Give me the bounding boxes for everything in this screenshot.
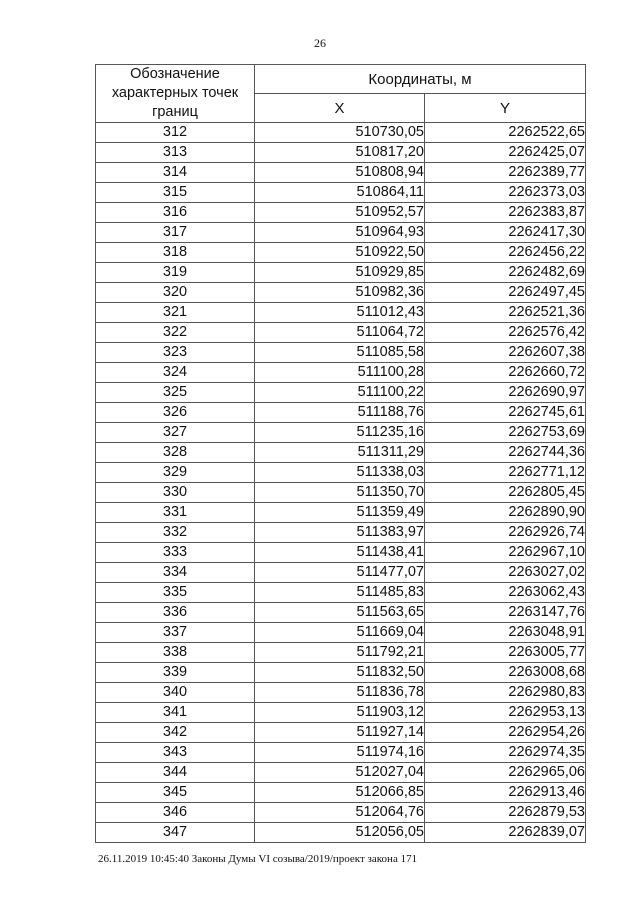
table-row [96, 383, 586, 403]
x-coordinate: 511064,72 [255, 323, 425, 343]
x-coordinate: 511903,12 [255, 703, 425, 723]
page-number: 26 [314, 36, 326, 50]
x-coordinate: 510952,57 [255, 203, 425, 223]
x-coordinate: 510922,50 [255, 243, 425, 263]
y-coordinate: 2262953,13 [425, 703, 586, 723]
table-header [96, 65, 586, 123]
x-coordinate: 512056,05 [255, 823, 425, 843]
y-coordinate: 2262417,30 [425, 223, 586, 243]
coordinates-table [95, 64, 586, 843]
table-row [96, 443, 586, 463]
y-coordinate: 2262482,69 [425, 263, 586, 283]
table-row [96, 663, 586, 683]
table-row [96, 223, 586, 243]
table-row [96, 143, 586, 163]
y-coordinate: 2262974,35 [425, 743, 586, 763]
point-number: 337 [96, 623, 255, 643]
point-number: 325 [96, 383, 255, 403]
table-row [96, 483, 586, 503]
x-coordinate: 511563,65 [255, 603, 425, 623]
table-row [96, 703, 586, 723]
point-number: 313 [96, 143, 255, 163]
header-y: Y [425, 94, 586, 123]
y-coordinate: 2262965,06 [425, 763, 586, 783]
point-number: 334 [96, 563, 255, 583]
point-number: 330 [96, 483, 255, 503]
x-coordinate: 510864,11 [255, 183, 425, 203]
table-row [96, 423, 586, 443]
point-number: 329 [96, 463, 255, 483]
point-number: 339 [96, 663, 255, 683]
x-coordinate: 511012,43 [255, 303, 425, 323]
point-number: 312 [96, 123, 255, 143]
point-number: 340 [96, 683, 255, 703]
point-number: 335 [96, 583, 255, 603]
table-row [96, 823, 586, 843]
y-coordinate: 2262373,03 [425, 183, 586, 203]
x-coordinate: 511383,97 [255, 523, 425, 543]
footer-timestamp: 26.11.2019 10:45:40 Законы Думы VI созыва/2019/проект закона 171 [98, 853, 418, 865]
table-row [96, 763, 586, 783]
table-row [96, 803, 586, 823]
point-number: 343 [96, 743, 255, 763]
point-number: 336 [96, 603, 255, 623]
table-row [96, 543, 586, 563]
x-coordinate: 511438,41 [255, 543, 425, 563]
table-row [96, 723, 586, 743]
x-coordinate: 510730,05 [255, 123, 425, 143]
x-coordinate: 510982,36 [255, 283, 425, 303]
y-coordinate: 2262753,69 [425, 423, 586, 443]
y-coordinate: 2262690,97 [425, 383, 586, 403]
x-coordinate: 510817,20 [255, 143, 425, 163]
point-number: 326 [96, 403, 255, 423]
x-coordinate: 512064,76 [255, 803, 425, 823]
table-row [96, 183, 586, 203]
x-coordinate: 511350,70 [255, 483, 425, 503]
y-coordinate: 2262607,38 [425, 343, 586, 363]
table-row [96, 783, 586, 803]
table-row [96, 503, 586, 523]
x-coordinate: 511100,22 [255, 383, 425, 403]
point-number: 341 [96, 703, 255, 723]
point-number: 314 [96, 163, 255, 183]
point-number: 319 [96, 263, 255, 283]
y-coordinate: 2263027,02 [425, 563, 586, 583]
y-coordinate: 2262771,12 [425, 463, 586, 483]
point-number: 327 [96, 423, 255, 443]
point-number: 347 [96, 823, 255, 843]
point-number: 323 [96, 343, 255, 363]
y-coordinate: 2263048,91 [425, 623, 586, 643]
y-coordinate: 2262383,87 [425, 203, 586, 223]
y-coordinate: 2262805,45 [425, 483, 586, 503]
y-coordinate: 2262456,22 [425, 243, 586, 263]
table-row [96, 403, 586, 423]
point-number: 317 [96, 223, 255, 243]
point-number: 342 [96, 723, 255, 743]
header-coordinates: Координаты, м [255, 65, 586, 94]
point-number: 322 [96, 323, 255, 343]
point-number: 316 [96, 203, 255, 223]
table-row [96, 643, 586, 663]
table-row [96, 203, 586, 223]
y-coordinate: 2262744,36 [425, 443, 586, 463]
y-coordinate: 2262980,83 [425, 683, 586, 703]
point-number: 346 [96, 803, 255, 823]
x-coordinate: 511359,49 [255, 503, 425, 523]
y-coordinate: 2262660,72 [425, 363, 586, 383]
y-coordinate: 2262954,26 [425, 723, 586, 743]
header-point-designation: Обозначение характерных точек границ [96, 65, 255, 123]
y-coordinate: 2262522,65 [425, 123, 586, 143]
table-row [96, 563, 586, 583]
table-row [96, 603, 586, 623]
y-coordinate: 2262913,46 [425, 783, 586, 803]
y-coordinate: 2263008,68 [425, 663, 586, 683]
header-x: X [255, 94, 425, 123]
y-coordinate: 2262890,90 [425, 503, 586, 523]
x-coordinate: 511085,58 [255, 343, 425, 363]
table-row [96, 743, 586, 763]
x-coordinate: 511100,28 [255, 363, 425, 383]
point-number: 332 [96, 523, 255, 543]
point-number: 345 [96, 783, 255, 803]
x-coordinate: 511188,76 [255, 403, 425, 423]
point-number: 344 [96, 763, 255, 783]
y-coordinate: 2262967,10 [425, 543, 586, 563]
table-row [96, 363, 586, 383]
x-coordinate: 511338,03 [255, 463, 425, 483]
y-coordinate: 2262425,07 [425, 143, 586, 163]
y-coordinate: 2262576,42 [425, 323, 586, 343]
x-coordinate: 511235,16 [255, 423, 425, 443]
x-coordinate: 511974,16 [255, 743, 425, 763]
x-coordinate: 510964,93 [255, 223, 425, 243]
point-number: 331 [96, 503, 255, 523]
y-coordinate: 2263005,77 [425, 643, 586, 663]
x-coordinate: 511485,83 [255, 583, 425, 603]
table-row [96, 683, 586, 703]
y-coordinate: 2262497,45 [425, 283, 586, 303]
y-coordinate: 2262389,77 [425, 163, 586, 183]
table-row [96, 463, 586, 483]
table-row [96, 583, 586, 603]
table-row [96, 523, 586, 543]
point-number: 324 [96, 363, 255, 383]
x-coordinate: 511311,29 [255, 443, 425, 463]
table-row [96, 343, 586, 363]
table-body [96, 123, 586, 843]
y-coordinate: 2262839,07 [425, 823, 586, 843]
x-coordinate: 512066,85 [255, 783, 425, 803]
x-coordinate: 512027,04 [255, 763, 425, 783]
point-number: 320 [96, 283, 255, 303]
x-coordinate: 511832,50 [255, 663, 425, 683]
table-row [96, 623, 586, 643]
x-coordinate: 511927,14 [255, 723, 425, 743]
point-number: 318 [96, 243, 255, 263]
point-number: 315 [96, 183, 255, 203]
y-coordinate: 2262926,74 [425, 523, 586, 543]
y-coordinate: 2263062,43 [425, 583, 586, 603]
table-row [96, 243, 586, 263]
x-coordinate: 510808,94 [255, 163, 425, 183]
table-row [96, 163, 586, 183]
y-coordinate: 2262745,61 [425, 403, 586, 423]
y-coordinate: 2263147,76 [425, 603, 586, 623]
table-row [96, 283, 586, 303]
x-coordinate: 511836,78 [255, 683, 425, 703]
table-row [96, 323, 586, 343]
table-row [96, 263, 586, 283]
table-row [96, 303, 586, 323]
y-coordinate: 2262521,36 [425, 303, 586, 323]
point-number: 338 [96, 643, 255, 663]
x-coordinate: 511669,04 [255, 623, 425, 643]
table-row [96, 123, 586, 143]
x-coordinate: 511792,21 [255, 643, 425, 663]
x-coordinate: 511477,07 [255, 563, 425, 583]
y-coordinate: 2262879,53 [425, 803, 586, 823]
x-coordinate: 510929,85 [255, 263, 425, 283]
point-number: 321 [96, 303, 255, 323]
point-number: 333 [96, 543, 255, 563]
point-number: 328 [96, 443, 255, 463]
